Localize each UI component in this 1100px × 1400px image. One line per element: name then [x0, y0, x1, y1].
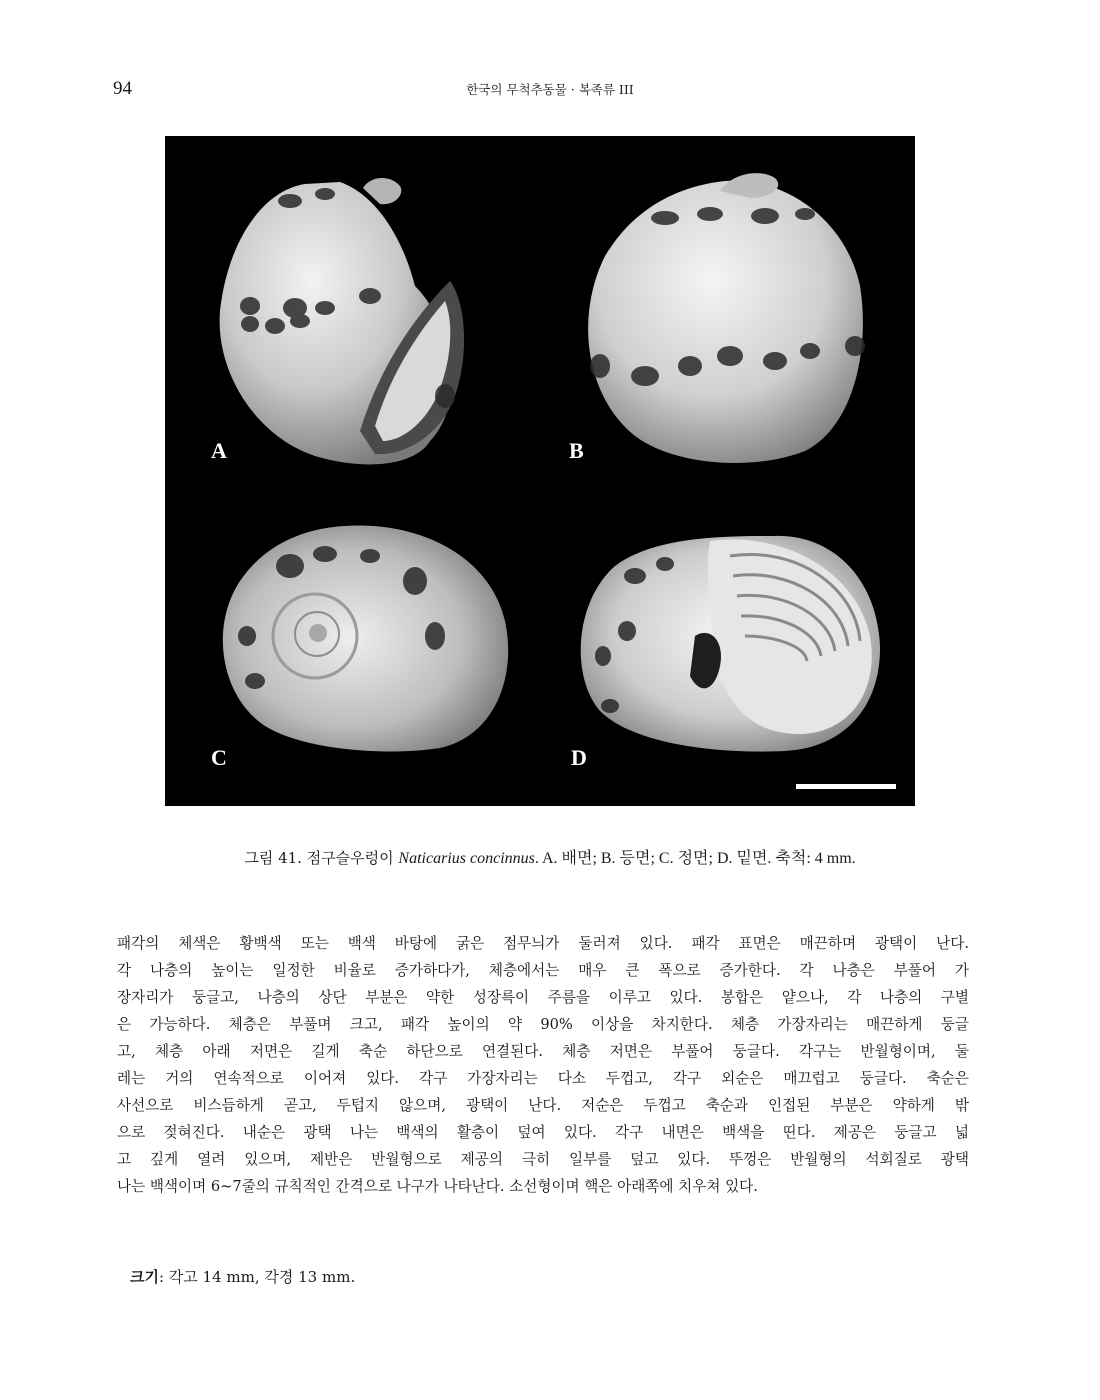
text-line: 각 나층의 높이는 일정한 비율로 증가하다가, 체층에서는 매우 큰 폭으로 증가한다. 각 나층은 부풀어 가: [117, 962, 969, 979]
running-header: 한국의 무척추동물 · 복족류 III: [466, 82, 634, 97]
text-line: 고 깊게 열려 있으며, 제반은 반월형으로 제공의 극히 일부를 덮고 있다. 뚜껑은 반월형의 석회질로 광택: [117, 1151, 969, 1168]
scale-bar: [796, 784, 896, 789]
figure-caption: [0, 845, 1100, 868]
text-line: 나는 백색이며 6~7줄의 규칙적인 간격으로 나구가 나타난다. 소선형이며 핵은 아래쪽에 치우쳐 있다.: [117, 1178, 758, 1195]
size-line: [130, 1266, 355, 1287]
caption-suffix: . A. 배면; B. 등면; C. 정면; D. 밑면. 축척: 4 mm.: [534, 850, 856, 867]
caption-scientific-name: Naticarius concinnus: [398, 850, 535, 867]
text-line: 장자리가 둥글고, 나층의 상단 부분은 약한 성장륵이 주름을 이루고 있다. 봉합은 얕으나, 각 나층의 구별: [117, 989, 969, 1006]
shell-c: [223, 526, 508, 752]
shell-d: [581, 536, 880, 752]
text-line: 고, 체층 아래 저면은 길게 축순 하단으로 연결된다. 체층 저면은 부풀어 둥글다. 각구는 반월형이며, 둘: [117, 1043, 969, 1060]
text-line: 패각의 체색은 황백색 또는 백색 바탕에 굵은 점무늬가 둘러져 있다. 패각 표면은 매끈하며 광택이 난다.: [117, 935, 969, 952]
description-paragraph: [117, 930, 969, 1200]
panel-label-b: B: [569, 438, 584, 463]
panel-label-c: C: [211, 745, 227, 770]
size-value: : 각고 14 mm, 각경 13 mm.: [158, 1268, 356, 1286]
caption-prefix: 그림 41. 점구슬우렁이: [244, 849, 399, 867]
text-line: 은 가능하다. 체층은 부풀며 크고, 패각 높이의 약 90% 이상을 차지한다. 체층 가장자리는 매끈하게 둥글: [117, 1016, 969, 1033]
shell-a: [220, 178, 464, 464]
page-number: 94: [113, 78, 132, 99]
text-line: 레는 거의 연속적으로 이어져 있다. 각구 가장자리는 다소 두껍고, 각구 외순은 매끄럽고 둥글다. 축순은: [117, 1070, 969, 1087]
panel-label-d: D: [571, 745, 587, 770]
size-label: 크기: [130, 1268, 159, 1286]
shell-photos: [165, 136, 915, 806]
shell-b: [588, 173, 865, 463]
text-line: 으로 젖혀진다. 내순은 광택 나는 백색의 활층이 덮여 있다. 각구 내면은 백색을 띤다. 제공은 둥글고 넓: [117, 1124, 969, 1141]
panel-label-a: A: [211, 438, 227, 463]
shell-figure: [165, 136, 915, 806]
text-line: 사선으로 비스듬하게 곧고, 두텁지 않으며, 광택이 난다. 저순은 두껍고 축순과 인접된 부분은 약하게 밖: [117, 1097, 969, 1114]
